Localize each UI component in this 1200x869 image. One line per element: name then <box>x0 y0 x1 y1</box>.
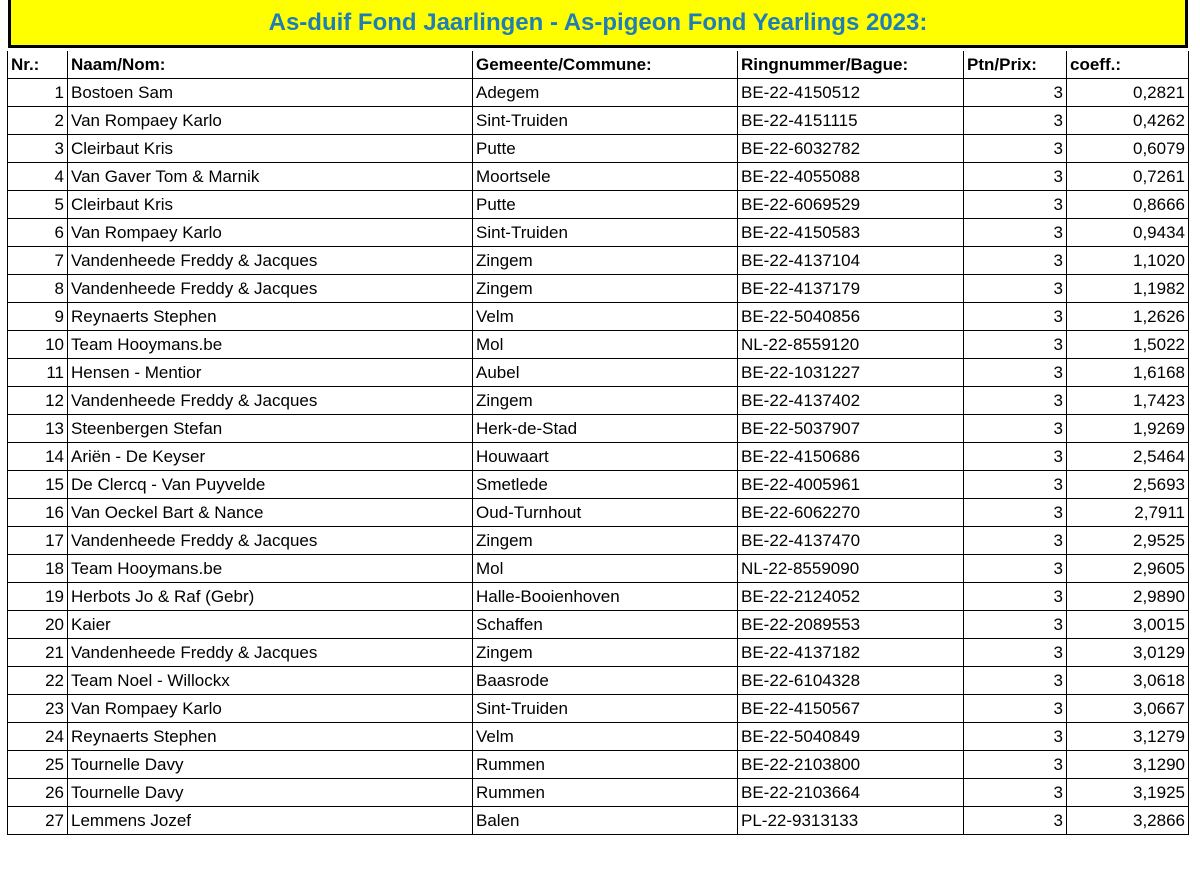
cell-coefficient: 3,1279 <box>1067 723 1189 751</box>
cell-nr: 14 <box>8 443 68 471</box>
cell-town: Smetlede <box>473 471 738 499</box>
header-nr: Nr.: <box>8 51 68 79</box>
header-town: Gemeente/Commune: <box>473 51 738 79</box>
cell-coefficient: 0,4262 <box>1067 107 1189 135</box>
cell-name: Steenbergen Stefan <box>68 415 473 443</box>
header-ring: Ringnummer/Bague: <box>738 51 964 79</box>
cell-town: Herk-de-Stad <box>473 415 738 443</box>
table-row <box>8 135 1189 163</box>
cell-ring: BE-22-4150512 <box>738 79 964 107</box>
cell-nr: 1 <box>8 79 68 107</box>
table-row <box>8 583 1189 611</box>
cell-points: 3 <box>964 303 1067 331</box>
cell-ring: BE-22-2124052 <box>738 583 964 611</box>
cell-nr: 12 <box>8 387 68 415</box>
cell-name: Tournelle Davy <box>68 779 473 807</box>
cell-name: Team Hooymans.be <box>68 555 473 583</box>
cell-ring: BE-22-4055088 <box>738 163 964 191</box>
cell-points: 3 <box>964 219 1067 247</box>
cell-points: 3 <box>964 387 1067 415</box>
cell-name: Van Oeckel Bart & Nance <box>68 499 473 527</box>
cell-points: 3 <box>964 695 1067 723</box>
header-name: Naam/Nom: <box>68 51 473 79</box>
cell-points: 3 <box>964 667 1067 695</box>
cell-points: 3 <box>964 415 1067 443</box>
cell-nr: 18 <box>8 555 68 583</box>
cell-ring: BE-22-4150583 <box>738 219 964 247</box>
cell-name: Kaier <box>68 611 473 639</box>
cell-name: Reynaerts Stephen <box>68 303 473 331</box>
cell-town: Putte <box>473 135 738 163</box>
cell-coefficient: 0,7261 <box>1067 163 1189 191</box>
cell-coefficient: 2,5464 <box>1067 443 1189 471</box>
cell-ring: BE-22-4150567 <box>738 695 964 723</box>
cell-coefficient: 1,1020 <box>1067 247 1189 275</box>
cell-points: 3 <box>964 723 1067 751</box>
cell-nr: 4 <box>8 163 68 191</box>
cell-nr: 5 <box>8 191 68 219</box>
table-row <box>8 163 1189 191</box>
cell-nr: 10 <box>8 331 68 359</box>
cell-name: Vandenheede Freddy & Jacques <box>68 387 473 415</box>
table-row <box>8 415 1189 443</box>
cell-name: Vandenheede Freddy & Jacques <box>68 247 473 275</box>
cell-ring: BE-22-6032782 <box>738 135 964 163</box>
cell-nr: 23 <box>8 695 68 723</box>
cell-ring: BE-22-5037907 <box>738 415 964 443</box>
cell-coefficient: 0,9434 <box>1067 219 1189 247</box>
header-row <box>8 51 1189 79</box>
cell-coefficient: 3,0667 <box>1067 695 1189 723</box>
cell-name: Reynaerts Stephen <box>68 723 473 751</box>
cell-name: Cleirbaut Kris <box>68 191 473 219</box>
cell-town: Aubel <box>473 359 738 387</box>
cell-coefficient: 1,9269 <box>1067 415 1189 443</box>
cell-nr: 24 <box>8 723 68 751</box>
cell-ring: BE-22-2103664 <box>738 779 964 807</box>
cell-town: Schaffen <box>473 611 738 639</box>
cell-town: Velm <box>473 723 738 751</box>
cell-name: Cleirbaut Kris <box>68 135 473 163</box>
cell-points: 3 <box>964 359 1067 387</box>
results-table <box>7 51 1189 835</box>
cell-nr: 17 <box>8 527 68 555</box>
cell-coefficient: 3,0129 <box>1067 639 1189 667</box>
cell-nr: 22 <box>8 667 68 695</box>
cell-ring: BE-22-4151115 <box>738 107 964 135</box>
cell-town: Velm <box>473 303 738 331</box>
cell-ring: BE-22-4150686 <box>738 443 964 471</box>
cell-ring: BE-22-5040849 <box>738 723 964 751</box>
cell-ring: BE-22-4137182 <box>738 639 964 667</box>
table-row <box>8 387 1189 415</box>
cell-points: 3 <box>964 107 1067 135</box>
table-row <box>8 359 1189 387</box>
cell-ring: BE-22-4137179 <box>738 275 964 303</box>
cell-coefficient: 1,7423 <box>1067 387 1189 415</box>
table-row <box>8 331 1189 359</box>
cell-name: Van Gaver Tom & Marnik <box>68 163 473 191</box>
cell-nr: 19 <box>8 583 68 611</box>
cell-town: Putte <box>473 191 738 219</box>
cell-town: Mol <box>473 331 738 359</box>
cell-points: 3 <box>964 527 1067 555</box>
cell-coefficient: 0,6079 <box>1067 135 1189 163</box>
cell-ring: BE-22-4137104 <box>738 247 964 275</box>
table-row <box>8 751 1189 779</box>
cell-ring: BE-22-4137402 <box>738 387 964 415</box>
table-row <box>8 639 1189 667</box>
cell-name: Van Rompaey Karlo <box>68 695 473 723</box>
cell-ring: BE-22-4005961 <box>738 471 964 499</box>
cell-name: Vandenheede Freddy & Jacques <box>68 527 473 555</box>
cell-coefficient: 3,1290 <box>1067 751 1189 779</box>
cell-town: Rummen <box>473 751 738 779</box>
table-row <box>8 695 1189 723</box>
cell-town: Mol <box>473 555 738 583</box>
title-banner <box>8 0 1188 48</box>
cell-town: Sint-Truiden <box>473 695 738 723</box>
cell-points: 3 <box>964 79 1067 107</box>
cell-ring: NL-22-8559120 <box>738 331 964 359</box>
cell-points: 3 <box>964 331 1067 359</box>
cell-nr: 8 <box>8 275 68 303</box>
table-row <box>8 275 1189 303</box>
cell-town: Sint-Truiden <box>473 107 738 135</box>
cell-coefficient: 0,8666 <box>1067 191 1189 219</box>
header-coefficient: coeff.: <box>1067 51 1189 79</box>
cell-coefficient: 3,2866 <box>1067 807 1189 835</box>
cell-town: Zingem <box>473 247 738 275</box>
cell-ring: BE-22-6069529 <box>738 191 964 219</box>
table-row <box>8 499 1189 527</box>
cell-points: 3 <box>964 163 1067 191</box>
cell-town: Zingem <box>473 639 738 667</box>
cell-name: Vandenheede Freddy & Jacques <box>68 639 473 667</box>
cell-nr: 3 <box>8 135 68 163</box>
cell-name: Team Noel - Willockx <box>68 667 473 695</box>
cell-nr: 20 <box>8 611 68 639</box>
cell-ring: BE-22-6104328 <box>738 667 964 695</box>
cell-town: Halle-Booienhoven <box>473 583 738 611</box>
cell-coefficient: 1,2626 <box>1067 303 1189 331</box>
cell-coefficient: 1,1982 <box>1067 275 1189 303</box>
cell-name: Hensen - Mentior <box>68 359 473 387</box>
cell-nr: 26 <box>8 779 68 807</box>
cell-nr: 16 <box>8 499 68 527</box>
table-row <box>8 443 1189 471</box>
cell-name: Tournelle Davy <box>68 751 473 779</box>
cell-ring: BE-22-5040856 <box>738 303 964 331</box>
cell-town: Baasrode <box>473 667 738 695</box>
cell-nr: 11 <box>8 359 68 387</box>
cell-name: Lemmens Jozef <box>68 807 473 835</box>
cell-nr: 25 <box>8 751 68 779</box>
cell-ring: NL-22-8559090 <box>738 555 964 583</box>
cell-name: Van Rompaey Karlo <box>68 219 473 247</box>
cell-nr: 7 <box>8 247 68 275</box>
cell-town: Sint-Truiden <box>473 219 738 247</box>
table-row <box>8 107 1189 135</box>
cell-town: Houwaart <box>473 443 738 471</box>
cell-points: 3 <box>964 583 1067 611</box>
cell-name: Ariën - De Keyser <box>68 443 473 471</box>
cell-nr: 2 <box>8 107 68 135</box>
cell-points: 3 <box>964 611 1067 639</box>
cell-ring: BE-22-2103800 <box>738 751 964 779</box>
cell-points: 3 <box>964 275 1067 303</box>
cell-town: Zingem <box>473 275 738 303</box>
cell-name: Van Rompaey Karlo <box>68 107 473 135</box>
cell-coefficient: 1,5022 <box>1067 331 1189 359</box>
cell-name: Herbots Jo & Raf (Gebr) <box>68 583 473 611</box>
cell-coefficient: 2,5693 <box>1067 471 1189 499</box>
cell-coefficient: 0,2821 <box>1067 79 1189 107</box>
cell-town: Rummen <box>473 779 738 807</box>
cell-points: 3 <box>964 471 1067 499</box>
table-row <box>8 527 1189 555</box>
cell-town: Balen <box>473 807 738 835</box>
cell-coefficient: 2,9525 <box>1067 527 1189 555</box>
cell-name: Bostoen Sam <box>68 79 473 107</box>
results-body <box>8 79 1189 835</box>
page-title: As-duif Fond Jaarlingen - As-pigeon Fond Yearlings 2023: <box>268 8 928 36</box>
table-row <box>8 219 1189 247</box>
table-row <box>8 79 1189 107</box>
cell-ring: BE-22-1031227 <box>738 359 964 387</box>
table-row <box>8 247 1189 275</box>
cell-town: Moortsele <box>473 163 738 191</box>
cell-nr: 6 <box>8 219 68 247</box>
cell-nr: 9 <box>8 303 68 331</box>
header-points: Ptn/Prix: <box>964 51 1067 79</box>
cell-ring: BE-22-4137470 <box>738 527 964 555</box>
cell-town: Oud-Turnhout <box>473 499 738 527</box>
table-row <box>8 303 1189 331</box>
cell-points: 3 <box>964 779 1067 807</box>
cell-points: 3 <box>964 191 1067 219</box>
cell-coefficient: 2,7911 <box>1067 499 1189 527</box>
cell-coefficient: 2,9605 <box>1067 555 1189 583</box>
cell-nr: 21 <box>8 639 68 667</box>
table-row <box>8 807 1189 835</box>
cell-points: 3 <box>964 807 1067 835</box>
table-row <box>8 191 1189 219</box>
cell-town: Zingem <box>473 527 738 555</box>
cell-points: 3 <box>964 751 1067 779</box>
cell-ring: PL-22-9313133 <box>738 807 964 835</box>
cell-nr: 15 <box>8 471 68 499</box>
cell-coefficient: 2,9890 <box>1067 583 1189 611</box>
cell-nr: 27 <box>8 807 68 835</box>
table-row <box>8 779 1189 807</box>
cell-coefficient: 3,1925 <box>1067 779 1189 807</box>
cell-name: Team Hooymans.be <box>68 331 473 359</box>
cell-ring: BE-22-6062270 <box>738 499 964 527</box>
table-row <box>8 555 1189 583</box>
cell-coefficient: 3,0015 <box>1067 611 1189 639</box>
cell-points: 3 <box>964 247 1067 275</box>
cell-points: 3 <box>964 443 1067 471</box>
cell-name: De Clercq - Van Puyvelde <box>68 471 473 499</box>
cell-town: Adegem <box>473 79 738 107</box>
table-row <box>8 667 1189 695</box>
cell-town: Zingem <box>473 387 738 415</box>
cell-points: 3 <box>964 639 1067 667</box>
cell-name: Vandenheede Freddy & Jacques <box>68 275 473 303</box>
cell-points: 3 <box>964 499 1067 527</box>
table-row <box>8 471 1189 499</box>
cell-points: 3 <box>964 555 1067 583</box>
cell-coefficient: 1,6168 <box>1067 359 1189 387</box>
cell-coefficient: 3,0618 <box>1067 667 1189 695</box>
table-row <box>8 611 1189 639</box>
table-row <box>8 723 1189 751</box>
cell-ring: BE-22-2089553 <box>738 611 964 639</box>
cell-points: 3 <box>964 135 1067 163</box>
cell-nr: 13 <box>8 415 68 443</box>
